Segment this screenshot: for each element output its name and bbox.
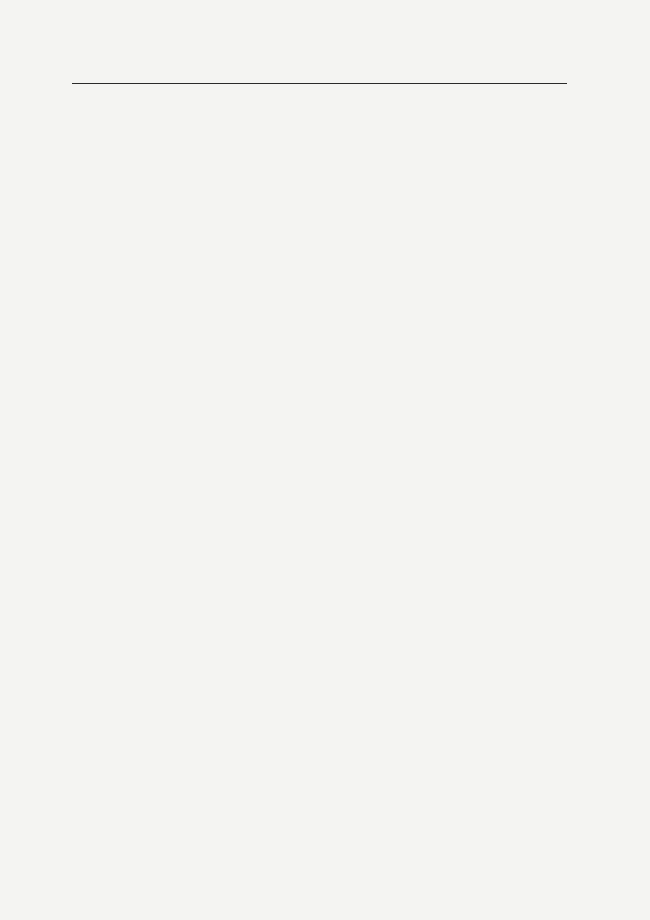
- text-line: [78, 100, 564, 120]
- running-header: [72, 58, 567, 80]
- text-line: [100, 222, 564, 242]
- text-line: [78, 140, 564, 160]
- list-item-i: [96, 160, 582, 180]
- text-line: [78, 242, 564, 262]
- header-rule: [72, 83, 567, 84]
- text-line: [78, 120, 564, 140]
- list-item-ii: [96, 180, 564, 200]
- text-line: [78, 200, 564, 220]
